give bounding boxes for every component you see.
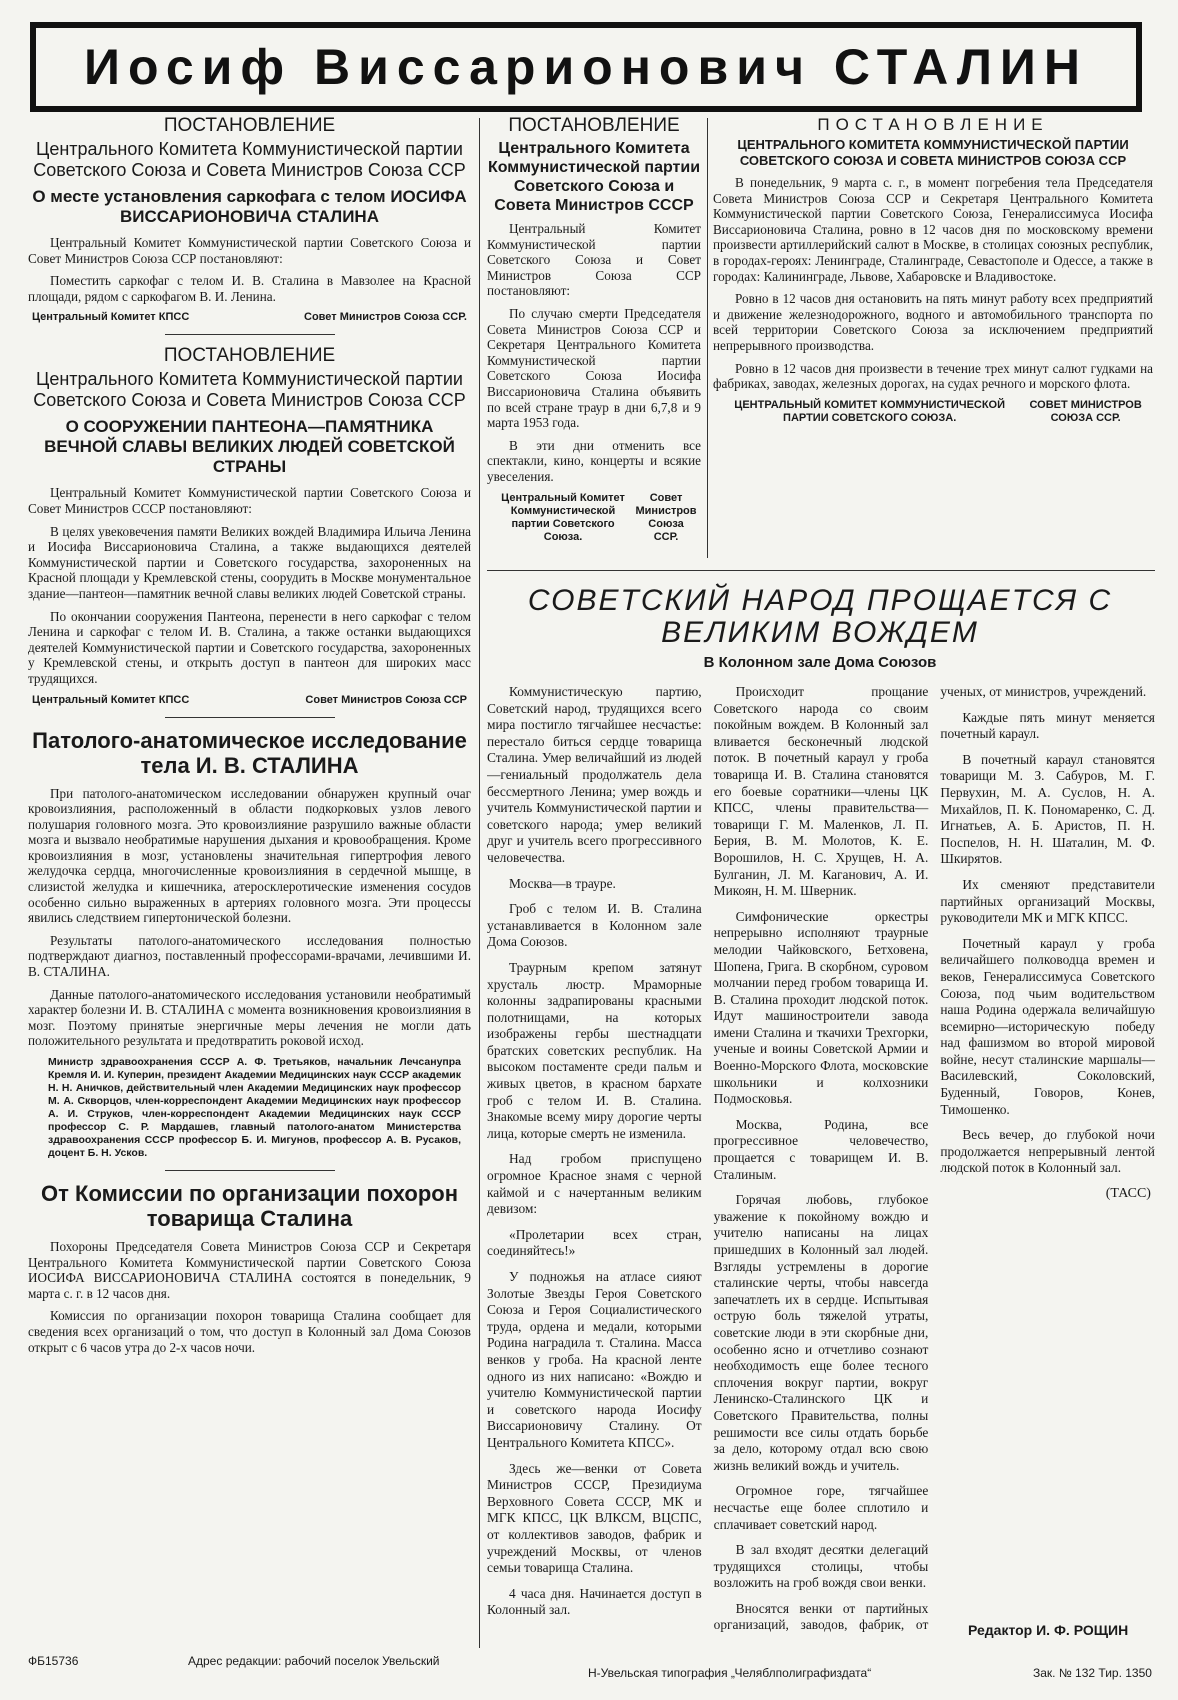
- masthead: [30, 22, 1142, 112]
- decree-text: Центральный Комитет Коммунистической партии Советского Союза и Совет Министров Союза ССР постановляют:: [487, 221, 701, 299]
- decree-pantheon: [28, 345, 471, 706]
- decree-issuer: Центрального Комитета Коммунистической партии Советского Союза и Совета Министров Союза ССР: [33, 369, 466, 411]
- story-paragraph: «Пролетарии всех стран, соединяйтесь!»: [487, 1226, 702, 1259]
- story-paragraph: Москва—в трауре.: [509, 875, 616, 891]
- decree-text: В целях увековечения памяти Великих вождей Владимира Ильича Ленина и Иосифа Виссарионовича Сталина, а также выдающихся деятелей Коммунистической партии и Советского государства, захороненных на Красной площади у Кремлевской стены, соорудить в Москве монументальное здание—пантеон—памятник вечной славы великих людей Советской страны.: [28, 523, 471, 601]
- story-paragraph: Гроб с телом И. В. Сталина устанавливается в Колонном зале Дома Союзов.: [487, 901, 702, 950]
- decree-issuer: Центрального Комитета Коммунистической партии Советского Союза и Совета Министров СССР: [487, 140, 701, 214]
- story-paragraph: Здесь же—венки от Совета Министров СССР, Президиума Верховного Совета СССР, МК и МГК КПСС, ЦК ВЛКСМ, ВЦСПС, от коллективов заводов, фабрик и учреждений Москвы, от членов семьи товарища Сталина.: [487, 1460, 702, 1576]
- autopsy-report: [28, 728, 471, 1161]
- story-paragraph: Над гробом приспущено огромное Красное знамя с черной каймой и с начертанным великим девизом:: [487, 1151, 702, 1217]
- autopsy-headline: Патолого-анатомическое исследование тела И. В. СТАЛИНА: [32, 727, 467, 778]
- order-info: Зак. № 132 Тир. 1350: [1033, 1666, 1152, 1680]
- funeral-commission-notice: [28, 1181, 471, 1355]
- decree-signatures: [32, 694, 467, 707]
- story-paragraph: Симфонические оркестры непрерывно исполняют траурные мелодии Чайковского, Бетховена, Шопена, Грига. В скорбном, суровом молчании перед гробом товарища И. В. Сталина проходит людской поток. Идут машиностроители завода имени Сталина и ткачихи Трехгорки, ученые и воины Советской Армии и Военно-Морского Флота, московские школьники и колхозники Подмосковья.: [713, 908, 929, 1107]
- decree-text: Поместить саркофаг с телом И. В. Сталина в Мавзолее на Красной площади, рядом с саркофагом В. И. Ленина.: [28, 273, 471, 304]
- decree-subject: О месте установления саркофага с телом ИОСИФА ВИССАРИОНОВИЧА СТАЛИНА: [32, 187, 467, 226]
- decree-signatures: [491, 492, 697, 544]
- story-paragraph: Весь вечер, до глубокой ночи продолжается непрерывный лентой людской поток в Колонный зал.: [940, 1127, 1155, 1176]
- story-paragraph: Москва, Родина, все прогрессивное человечество, прощается с товарищем И. В. Сталиным.: [713, 1116, 929, 1182]
- autopsy-text: Результаты патолого-анатомического исследования полностью подтверждают диагноз, поставленный профессорами-врачами, лечившими И. В. СТАЛИНА.: [28, 932, 471, 980]
- signature-cc: Центральный Комитет КПСС: [32, 693, 190, 706]
- signature-cc: Центральный Комитет Коммунистической партии Советского Союза.: [501, 491, 625, 543]
- decree-text: Ровно в 12 часов дня остановить на пять минут работу всех предприятий и движение железнодорожного, водного и автомобильного транспорта по всей территории Советского Союза за исключением предприятий непрерывного производства.: [713, 291, 1153, 353]
- story-paragraph: Огромное горе, тягчайшее несчастье еще более сплотило и сплачивает советский народ.: [713, 1483, 929, 1532]
- decree-text: По окончании сооружения Пантеона, перенести в него саркофаг с телом Ленина и саркофаг с телом И. В. Сталина, а также останки выдающихся деятелей Коммунистической партии и Советского государства, захороненных у Кремлевской стены, и открыть доступ в пантеон для широких масс трудящихся.: [28, 608, 471, 686]
- column-rule-middle: [707, 118, 708, 558]
- decree-kicker: ПОСТАНОВЛЕНИЕ: [508, 115, 680, 136]
- story-paragraph: Почетный караул у гроба величайшего полководца времен и веков, Генералиссимуса Советского Союза, под чьим водительством наша Родина одержала величайшую всемирно—историческую победу над фашизмом во второй мировой войне, несут сталинские маршалы—Василевский, Соколовский, Буденный, Говоров, Конев, Тимошенко.: [940, 935, 1155, 1117]
- signature-council: Совет Министров Союза ССР.: [304, 311, 467, 324]
- middle-column: [487, 115, 701, 555]
- signature-council: Совет Министров Союза ССР: [305, 693, 467, 706]
- commission-text: Комиссия по организации похорон товарища Сталина сообщает для сведения всех организаций о том, что доступ в Колонный зал Дома Союзов открыт с 6 часов утра до 2-х часов ночи.: [28, 1308, 471, 1355]
- decree-kicker: ПОСТАНОВЛЕНИЕ: [817, 115, 1049, 134]
- divider: [165, 717, 335, 718]
- story-paragraph: Каждые пять минут меняется почетный караул.: [940, 709, 1155, 742]
- printer-credit: Н-Увельская типография „Челяблполиграфиздата“: [588, 1666, 872, 1680]
- right-column: [713, 115, 1153, 555]
- decree-text: Ровно в 12 часов дня произвести в течение трех минут салют гудками на фабриках, заводах, железных дорогах, на судах речного и морского флота.: [713, 360, 1153, 392]
- commission-text: Похороны Председателя Совета Министров Союза ССР и Секретаря Центрального Комитета Коммунистической партии Советского Союза ИОСИФА ВИССАРИОНОВИЧА СТАЛИНА состоятся в понедельник, 9 марта с. г. в 12 часов дня.: [28, 1239, 471, 1301]
- autopsy-text: При патолого-анатомическом исследовании обнаружен крупный очаг кровоизлияния, расположенный в области подкорковых узлов левого полушария головного мозга. Это кровоизлияние разрушило важные области мозга и вызвало необратимые нарушения дыхания и кровообращения. Кроме кровоизлияния в мозг, установлены значительная гипертрофия левого желудочка сердца, многочисленные кровоизлияния в сердечной мышце, в слизистой желудка и кишечника, атеросклеротические изменения сосудов особенно сильно выраженных в артериях головного мозга. Эти процессы явились следствием гипертонической болезни.: [28, 785, 471, 926]
- story-body: [487, 684, 1155, 1644]
- story-paragraph: Происходит прощание Советского народа со своим покойным вождем. В Колонный зал вливается бесконечный людской поток. В почетный караул у гроба товарища И. В. Сталина становятся его боевые соратники—члены ЦК КПСС, члены правительства—товарищи Г. М. Маленков, Л. П. Берия, В. М. Молотов, К. Е. Ворошилов, Н. С. Хрущев, Н. А. Булганин, Л. М. Каганович, А. И. Микоян, Н. М. Шверник.: [713, 684, 929, 899]
- autopsy-signatories: Министр здравоохранения СССР А. Ф. Третьяков, начальник Лечсанупра Кремля И. И. Куперин, президент Академии Медицинских наук СССР академик Н. Н. Аничков, действительный член Академии Медицинских наук профессор М. А. Скворцов, член-корреспондент Академии Медицинских наук профессор А. И. Струков, член-корреспондент Академии Медицинских наук СССР профессор С. Р. Мардашев, главный патолого-анатом Министерства здравоохранения СССР профессор Б. И. Мигунов, профессор А. В. Русаков, доцент Б. Н. Усков.: [48, 1056, 461, 1159]
- story-paragraph: В почетный караул становятся товарищи М. З. Сабуров, М. Г. Первухин, М. А. Суслов, Н. А. Михайлов, П. К. Пономаренко, С. Д. Игнатьев, А. Б. Аристов, П. Н. Поспелов, Н. Н. Шаталин, М. Ф. Шкирятов.: [940, 751, 1155, 867]
- signature-cc: ЦЕНТРАЛЬНЫЙ КОМИТЕТ КОММУНИСТИЧЕСКОЙ ПАРТИИ СОВЕТСКОГО СОЮЗА.: [734, 398, 1006, 424]
- story-subheadline: В Колонном зале Дома Союзов: [703, 654, 937, 671]
- editor-credit: Редактор И. Ф. РОЩИН: [968, 1622, 1129, 1638]
- signature-council: СОВЕТ МИНИСТРОВ СОЮЗА ССР.: [1029, 398, 1142, 424]
- section-rule: [487, 570, 1155, 571]
- decree-kicker: ПОСТАНОВЛЕНИЕ: [163, 345, 336, 367]
- decree-issuer: Центрального Комитета Коммунистической партии Советского Союза и Совета Министров Союза ССР: [33, 139, 466, 180]
- story-paragraph: Их сменяют представители партийных организаций Москвы, руководители МК и МГК КПСС.: [940, 876, 1155, 926]
- story-headline: СОВЕТСКИЙ НАРОД ПРОЩАЕТСЯ С ВЕЛИКИМ ВОЖДЕМ: [527, 584, 1113, 649]
- left-column: [28, 115, 471, 1645]
- story-paragraph: Горячая любовь, глубокое уважение к покойному вождю и учителю написаны на лицах пришедших в Колонный зал людей. Взгляды устремлены в дорогие сталинские черты, чтобы навсегда запечатлеть их в сердце. Испытывая острую боль тяжелой утраты, советские люди в эти скорбные дни, особенно ясно и отчетливо сознают необходимость еще более тесного сплочения вокруг партии, вокруг Ленинско-Сталинского ЦК и Советского Правительства, полны решимости все силы отдать борьбе за дело, которому отдал всю свою жизнь великий вождь и учитель.: [713, 1192, 929, 1473]
- masthead-title: Иосиф Виссарионович СТАЛИН: [84, 39, 1088, 95]
- decree-text: Центральный Комитет Коммунистической партии Советского Союза и Совет Министров СССР постановляют:: [28, 485, 471, 516]
- decree-text: Центральный Комитет Коммунистической партии Советского Союза и Совет Министров Союза ССР постановляют:: [28, 235, 471, 266]
- divider: [165, 1170, 335, 1171]
- decree-signatures: [32, 311, 467, 324]
- story-paragraph: В зал входят десятки делегаций трудящихся столицы, чтобы возложить на гроб вождя свои венки.: [713, 1542, 929, 1591]
- story-paragraph: 4 часа дня. Начинается доступ в Колонный зал.: [487, 1585, 702, 1618]
- signature-council: Совет Министров Союза ССР.: [635, 491, 697, 543]
- story-paragraph: У подножья на атласе сияют Золотые Звезды Героя Советского Союза и Героя Социалистического труда, ордена и медали, которыми Родина наградила т. Сталина. Масса венков у гроба. На красной ленте одного из них написано: «Вождю и учителю Коммунистической партии и советского народа Иосифу Виссарионовичу Сталину. От Центрального Комитета КПСС».: [487, 1269, 702, 1450]
- editorial-address: Адрес редакции: рабочий поселок Увельский: [188, 1654, 440, 1668]
- decree-issuer: ЦЕНТРАЛЬНОГО КОМИТЕТА КОММУНИСТИЧЕСКОЙ ПАРТИИ СОВЕТСКОГО СОЮЗА И СОВЕТА МИНИСТРОВ СОЮЗА ССР: [737, 137, 1129, 168]
- story-paragraph: Коммунистическую партию, Советский народ, трудящихся всего мира постигло тягчайшее несчастье: перестало биться сердце товарища Сталина. Умер величайший из людей—гениальный продолжатель дела бессмертного Ленина; умер вождь и учитель Коммунистической партии и советского народа; умер великий друг и учитель всего прогрессивного человечества.: [487, 684, 702, 865]
- decree-subject: О СООРУЖЕНИИ ПАНТЕОНА—ПАМЯТНИКА ВЕЧНОЙ СЛАВЫ ВЕЛИКИХ ЛЮДЕЙ СОВЕТСКОЙ СТРАНЫ: [44, 417, 455, 477]
- decree-signatures: [717, 399, 1149, 425]
- decree-text: В эти дни отменить все спектакли, кино, концерты и всякие увеселения.: [487, 437, 701, 484]
- decree-sarcophagus: [28, 115, 471, 324]
- divider: [165, 334, 335, 335]
- autopsy-text: Данные патолого-анатомического исследования установили необратимый характер болезни И. В. СТАЛИНА с момента возникновения кровоизлияния в мозг. Поэтому принятые энергичные меры лечения не могли дать положительного результата и предотвратить роковой исход.: [28, 986, 471, 1049]
- print-code: ФБ15736: [28, 1654, 79, 1668]
- column-rule-left: [479, 118, 480, 1648]
- decree-kicker: ПОСТАНОВЛЕНИЕ: [163, 115, 336, 136]
- decree-text: В понедельник, 9 марта с. г., в момент погребения тела Председателя Совета Министров Союза ССР и Секретаря Центрального Комитета Коммунистической партии Советского Союза, Генералиссимуса Иосифа Виссарионовича Сталина, ровно в 12 часов дня по московскому времени произвести артиллерийский салют в Москве, в столицах союзных республик, в городах-героях: Ленинграде, Сталинграде, Севастополе и Одессе, а также в городах: Калининграде, Львове, Хабаровске и Владивостоке.: [713, 175, 1153, 284]
- commission-headline: От Комиссии по организации похорон товарища Сталина: [41, 1181, 458, 1231]
- story-paragraph: Траурным крепом затянут хрусталь люстр. Мраморные колонны задрапированы красными полотнищами, на которых изображены гербы шестнадцати братских советских республик. На высоком постаменте среди пальм и живых цветов, в красном бархате гроб с телом И. В. Сталина. Знакомые всему миру дорогие черты лица, которые смерть не изменила.: [487, 959, 702, 1141]
- story-paragraph: Вносятся венки от партийных организаций, заводов, фабрик, от ученых, от министров, учреждений.: [713, 684, 1147, 1633]
- footer: [28, 1622, 1153, 1692]
- decree-text: По случаю смерти Председателя Совета Министров Союза ССР и Секретаря Центрального Комитета Коммунистической партии Советского Союза Иосифа Виссарионовича Сталина объявить по всей стране траур в дни 6,7,8 и 9 марта 1953 года.: [487, 305, 701, 431]
- news-agency-source: (ТАСС): [1105, 1186, 1151, 1202]
- signature-cc: Центральный Комитет КПСС: [32, 311, 190, 324]
